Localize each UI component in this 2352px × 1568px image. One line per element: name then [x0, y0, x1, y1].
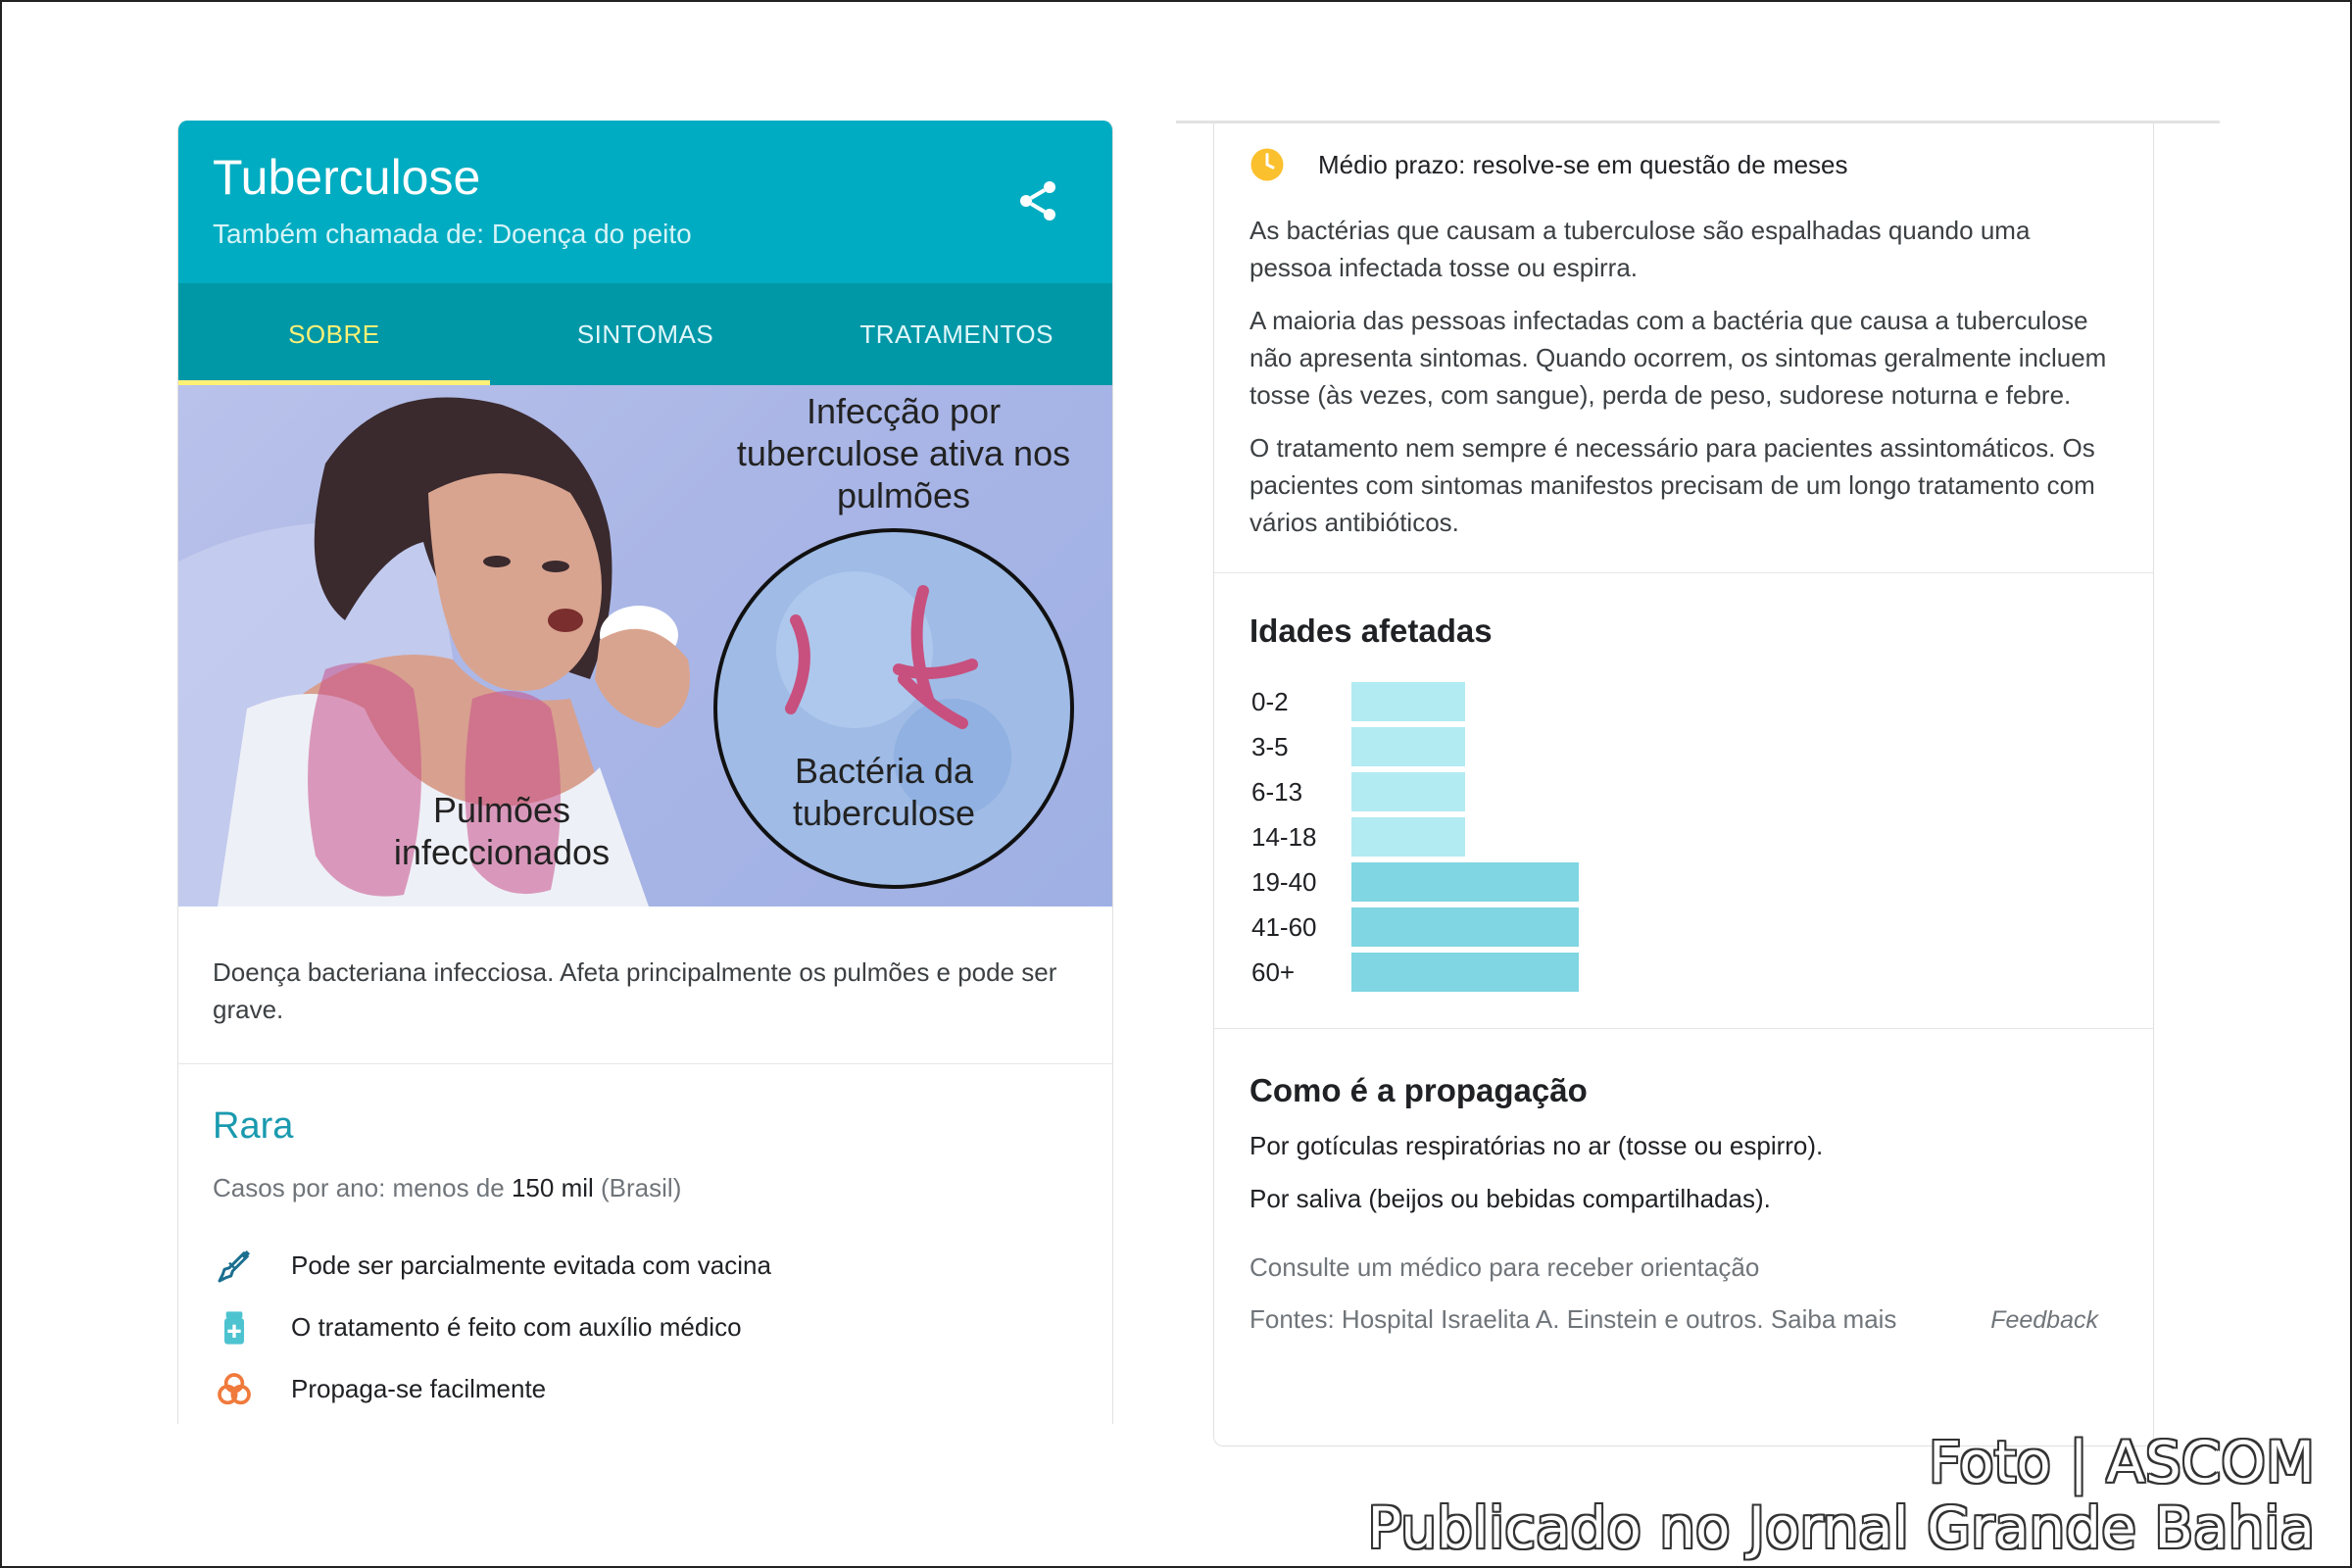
- sources-row: [1250, 1304, 2118, 1335]
- ages-chart: [1250, 679, 2118, 995]
- age-bar: [1351, 953, 1579, 992]
- spread-title: Como é a propagação: [1250, 1072, 1588, 1108]
- tab-sobre[interactable]: SOBRE: [178, 283, 490, 385]
- photo-credit: Foto | ASCOM: [1928, 1429, 2315, 1495]
- age-row: [1250, 769, 2118, 814]
- age-bar: [1351, 772, 1465, 811]
- overview-paragraphs: [1214, 182, 2153, 573]
- rarity-title: Rara: [213, 1105, 294, 1147]
- age-bar: [1351, 727, 1465, 766]
- feature-list: [213, 1235, 1078, 1420]
- tab-sintomas[interactable]: SINTOMAS: [576, 318, 714, 349]
- biohazard-icon: [213, 1368, 256, 1411]
- age-label: 60+: [1251, 956, 1296, 987]
- age-bar: [1351, 817, 1465, 857]
- clock-icon: [1250, 147, 1285, 182]
- age-row: [1250, 950, 2118, 995]
- disease-card: [177, 121, 1113, 1424]
- disease-description: Doença bacteriana infecciosa. Afeta principalmente os pulmões e pode ser grave.: [178, 906, 1112, 1064]
- overview-paragraph-spread: As bactérias que causam a tuberculose são espalhadas quando uma pessoa infectada tosse ou espirra.: [1250, 216, 2031, 282]
- card-header: [178, 121, 1112, 283]
- cases-suffix: (Brasil): [593, 1173, 682, 1202]
- age-label: 3-5: [1251, 731, 1289, 761]
- illustration-label-bacteria: Bactéria da tuberculose: [792, 751, 976, 833]
- spread-item-droplets: Por gotículas respiratórias no ar (tosse ou espirro).: [1250, 1131, 1824, 1160]
- feature-vaccine: [213, 1235, 1078, 1297]
- age-row: [1250, 814, 2118, 859]
- illustration-label-lungs: Pulmões infeccionados: [393, 790, 611, 872]
- feature-contagious-label: Propaga-se facilmente: [291, 1374, 547, 1403]
- age-row: [1250, 859, 2118, 905]
- ages-title: Idades afetadas: [1250, 612, 1493, 649]
- feature-treatment: [213, 1297, 1078, 1358]
- tuberculosis-illustration: [178, 385, 1112, 906]
- ages-section: [1214, 573, 2153, 1029]
- feature-contagious: [213, 1358, 1078, 1420]
- consult-doctor-note: Consulte um médico para receber orientação: [1250, 1252, 1760, 1282]
- medicine-bottle-icon: [213, 1306, 256, 1349]
- age-row: [1250, 905, 2118, 950]
- disease-subtitle: Também chamada de: Doença do peito: [213, 219, 692, 249]
- feature-vaccine-label: Pode ser parcialmente evitada com vacina: [291, 1250, 771, 1280]
- age-bar: [1351, 907, 1579, 947]
- feature-treatment-label: O tratamento é feito com auxílio médico: [291, 1312, 742, 1342]
- publication-credit: Publicado no Jornal Grande Bahia: [1367, 1494, 2315, 1561]
- age-label: 19-40: [1251, 866, 1317, 897]
- age-bar: [1351, 682, 1465, 721]
- age-label: 41-60: [1251, 911, 1317, 942]
- illustration-label-infection: Infecção por tuberculose ativa nos pulmões: [736, 391, 1071, 515]
- share-icon[interactable]: [1014, 177, 1061, 224]
- age-label: 0-2: [1251, 686, 1289, 716]
- rarity-section: [178, 1064, 1112, 1420]
- age-row: [1250, 724, 2118, 769]
- details-card: [1213, 123, 2154, 1446]
- overview-paragraph-treatment: O tratamento nem sempre é necessário para pacientes assintomáticos. Os pacientes com sintomas manifestos precisam de um longo tratamento com vários antibióticos.: [1250, 433, 2095, 537]
- syringe-icon: [213, 1245, 256, 1288]
- spread-item-saliva: Por saliva (beijos ou bebidas compartilhadas).: [1250, 1184, 1771, 1213]
- cases-prefix: Casos por ano: menos de: [213, 1173, 512, 1202]
- cases-per-year: [213, 1173, 1078, 1203]
- tab-tratamentos[interactable]: TRATAMENTOS: [859, 318, 1054, 349]
- age-bar: [1351, 862, 1579, 902]
- age-row: [1250, 679, 2118, 724]
- feedback-link[interactable]: Feedback: [1990, 1306, 2098, 1334]
- duration-label: Médio prazo: resolve-se em questão de meses: [1318, 149, 1848, 179]
- tab-bar: [178, 283, 1112, 385]
- age-label: 6-13: [1251, 776, 1303, 807]
- sources-text[interactable]: Fontes: Hospital Israelita A. Einstein e outros. Saiba mais: [1250, 1304, 1897, 1334]
- disease-title: Tuberculose: [213, 150, 481, 205]
- cases-value: 150 mil: [511, 1173, 594, 1202]
- age-label: 14-18: [1251, 821, 1317, 852]
- overview-paragraph-symptoms: A maioria das pessoas infectadas com a bactéria que causa a tuberculose não apresenta sintomas. Quando ocorrem, os sintomas geralmente incluem tosse (às vezes, com sangue), perda de peso, sudorese noturna e febre.: [1250, 306, 2107, 410]
- spread-section: [1214, 1029, 2153, 1335]
- duration-row: [1214, 123, 2153, 182]
